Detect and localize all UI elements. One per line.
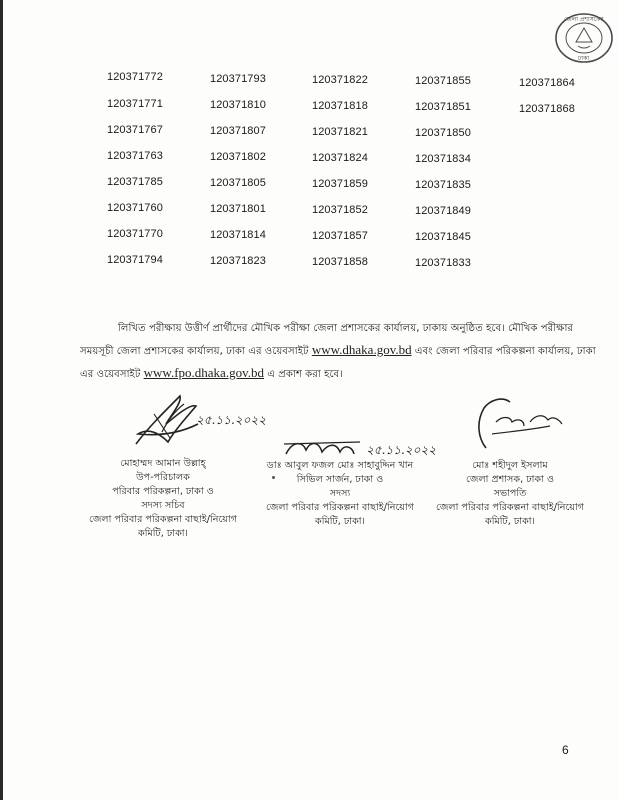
seal-top-text: জেলা প্রশাসকের: [564, 16, 604, 23]
notice-line-2: [80, 339, 596, 362]
left-signer-block: [88, 457, 238, 541]
roll-number: 120371868: [519, 103, 575, 115]
signer-role: সভাপতি: [493, 488, 527, 499]
seal-bottom-text: ঢাকা: [578, 55, 590, 62]
dhaka-website-link[interactable]: www.dhaka.gov.bd: [311, 342, 412, 357]
roll-number: 120371824: [312, 152, 368, 164]
roll-number: 120371763: [107, 150, 163, 162]
signer-committee: জেলা পরিবার পরিকল্পনা বাছাই/নিয়োগ: [265, 502, 415, 513]
fpo-website-link[interactable]: www.fpo.dhaka.gov.bd: [143, 365, 264, 380]
roll-number: 120371857: [312, 230, 368, 242]
roll-number: 120371850: [415, 127, 471, 139]
roll-number: 120371767: [107, 124, 163, 136]
roll-number: 120371807: [210, 125, 266, 137]
roll-number: 120371810: [210, 99, 266, 111]
notice-line-1: লিখিত পরীক্ষায় উত্তীর্ণ প্রার্থীদের মৌখিক পরীক্ষা জেলা প্রশাসকের কার্যালয়, ঢাকায় অনুষ্ঠিত হবে। মৌখিক পরীক্ষার: [118, 323, 573, 334]
roll-number: 120371858: [312, 256, 368, 268]
roll-number: 120371801: [210, 203, 266, 215]
signer-designation: উপ-পরিচালক: [136, 472, 190, 483]
roll-number: 120371852: [312, 204, 368, 216]
middle-signer-block: [255, 459, 425, 529]
signer-name: মোঃ শহীদুল ইসলাম: [472, 460, 548, 471]
signer-committee: জেলা পরিবার পরিকল্পনা বাছাই/নিয়োগ: [435, 502, 585, 513]
roll-number: 120371851: [415, 101, 471, 113]
roll-number: 120371822: [312, 74, 368, 86]
roll-number: 120371785: [107, 176, 163, 188]
signer-office: পরিবার পরিকল্পনা, ঢাকা ও: [112, 486, 214, 497]
roll-number: 120371859: [312, 178, 368, 190]
roll-number: 120371845: [415, 231, 471, 243]
roll-number: 120371833: [415, 257, 471, 269]
roll-number: 120371849: [415, 205, 471, 217]
signer-designation: সিভিল সার্জন, ঢাকা ও: [296, 474, 384, 485]
signer-committee-end: কমিটি, ঢাকা।: [485, 516, 535, 527]
roll-number: 120371814: [210, 229, 266, 241]
right-signature: [458, 378, 568, 458]
notice-line-3-tail: এ প্রকাশ করা হবে।: [264, 369, 343, 380]
signer-committee: জেলা পরিবার পরিকল্পনা বাছাই/নিয়োগ: [88, 514, 238, 525]
notice-line-2-text: সময়সূচী জেলা প্রশাসকের কার্যালয়, ঢাকা এর ওয়েবসাইট: [80, 346, 312, 357]
left-signature: [118, 384, 268, 456]
signer-name: মোহাম্মদ আমান উল্লাহ্: [120, 458, 206, 469]
signer-role: সদস্য সচিব: [141, 500, 185, 511]
roll-number: 120371823: [210, 255, 266, 267]
scan-edge: [0, 0, 3, 800]
signer-role: সদস্য: [329, 488, 351, 499]
roll-number: 120371771: [107, 98, 163, 110]
signer-name: ডাঃ আবুল ফজল মোঃ সাহাবুদ্দিন খান: [266, 460, 414, 471]
notice-line-2-tail: এবং জেলা পরিবার পরিকল্পনা কার্যালয়, ঢাকা: [411, 346, 596, 357]
roll-number: 120371794: [107, 254, 163, 266]
signer-designation: জেলা প্রশাসক, ঢাকা ও: [465, 474, 555, 485]
signer-committee-end: কমিটি, ঢাকা।: [315, 516, 365, 527]
signer-committee-end: কমিটি, ঢাকা।: [138, 528, 188, 539]
roll-number: 120371760: [107, 202, 163, 214]
roll-number: 120371821: [312, 126, 368, 138]
roll-number: 120371770: [107, 228, 163, 240]
roll-number: 120371855: [415, 75, 471, 87]
page-number: 6: [562, 743, 569, 757]
roll-number: 120371864: [519, 77, 575, 89]
roll-number: 120371802: [210, 151, 266, 163]
office-seal-stamp: [548, 6, 614, 64]
viva-notice-paragraph: [80, 318, 596, 385]
roll-number: 120371835: [415, 179, 471, 191]
roll-number: 120371834: [415, 153, 471, 165]
left-signature-date: ২৫.১১.২০২২: [196, 413, 267, 427]
middle-signature-date: ২৫.১১.২০২২: [366, 443, 437, 457]
roll-number: 120371772: [107, 71, 163, 83]
roll-number: 120371793: [210, 73, 266, 85]
right-signer-block: [420, 459, 600, 529]
roll-number: 120371805: [210, 177, 266, 189]
roll-number: 120371818: [312, 100, 368, 112]
notice-line-3-text: এর ওয়েবসাইট: [80, 369, 144, 380]
